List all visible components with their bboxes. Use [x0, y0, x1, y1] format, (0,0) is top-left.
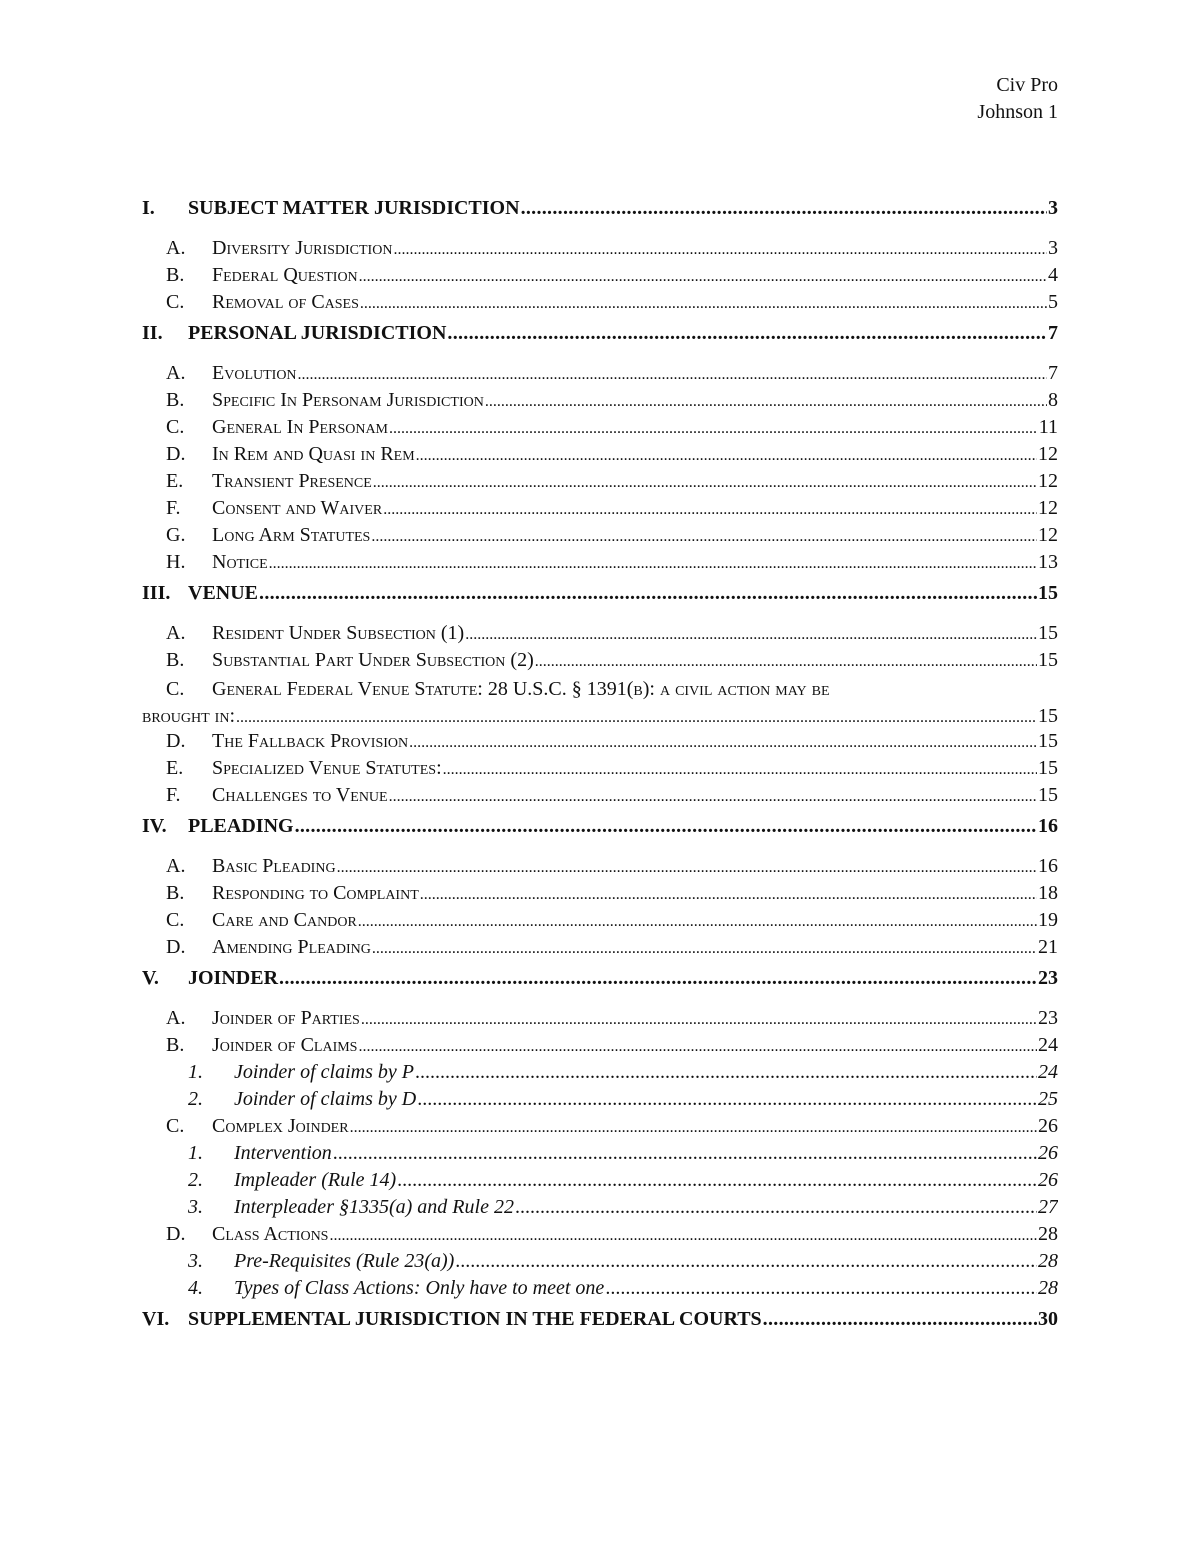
subsection-letter: A.	[166, 855, 186, 877]
subsection-letter: A.	[166, 362, 186, 384]
subsection-letter: C.	[166, 1115, 185, 1137]
subsection-title: The Fallback Provision	[212, 730, 409, 752]
subsection-letter: H.	[166, 551, 186, 573]
page-number: 15	[1038, 582, 1058, 604]
page-number: 16	[1038, 855, 1058, 877]
page-number: 3	[1048, 197, 1058, 219]
subsection-title: Care and Candor	[212, 909, 357, 931]
section-number: VI.	[142, 1308, 170, 1330]
subsection-title: Complex Joinder	[212, 1115, 349, 1137]
item-number: 2.	[188, 1088, 203, 1110]
page-number: 11	[1038, 416, 1058, 438]
subsection-letter: D.	[166, 443, 186, 465]
subsection-title: Long Arm Statutes	[212, 524, 371, 546]
dot-leader	[373, 474, 1037, 492]
item-number: 1.	[188, 1142, 203, 1164]
subsection-title: Specialized Venue Statutes:	[212, 757, 442, 779]
subsection-letter: B.	[166, 882, 185, 904]
toc-item[interactable]	[142, 1250, 1058, 1277]
subsection-title: Class Actions	[212, 1223, 329, 1245]
item-title: Intervention	[234, 1142, 332, 1164]
page-header	[977, 72, 1058, 126]
page-number: 27	[1038, 1196, 1058, 1218]
table-of-contents	[142, 193, 1058, 1341]
dot-leader	[371, 528, 1037, 546]
dot-leader	[389, 788, 1037, 806]
toc-section[interactable]	[142, 197, 1058, 230]
page-number: 16	[1038, 815, 1058, 837]
dot-leader	[521, 197, 1047, 220]
dot-leader	[361, 1011, 1037, 1029]
subsection-title: Federal Question	[212, 264, 358, 286]
toc-section[interactable]	[142, 322, 1058, 355]
header-course: Civ Pro	[996, 74, 1058, 96]
toc-subsection[interactable]	[142, 389, 1058, 416]
page-number: 19	[1038, 909, 1058, 931]
subsection-title: Resident Under Subsection (1)	[212, 622, 465, 644]
dot-leader	[393, 241, 1047, 259]
toc-item[interactable]	[142, 1196, 1058, 1223]
toc-subsection[interactable]	[142, 936, 1058, 963]
page-number: 12	[1038, 470, 1058, 492]
dot-leader	[443, 761, 1037, 779]
page-number: 28	[1038, 1250, 1058, 1272]
dot-leader	[397, 1169, 1037, 1192]
section-title: PLEADING	[188, 815, 294, 837]
toc-section[interactable]	[142, 967, 1058, 1000]
item-number: 3.	[188, 1196, 203, 1218]
dot-leader	[298, 366, 1047, 384]
dot-leader	[269, 555, 1037, 573]
dot-leader	[447, 322, 1047, 345]
page-number: 15	[1038, 757, 1058, 779]
subsection-title: General Federal Venue Statute: 28 U.S.C. § 1391(b): a civil action may be	[212, 678, 830, 700]
dot-leader	[535, 653, 1037, 671]
dot-leader	[605, 1277, 1037, 1300]
dot-leader	[236, 704, 1037, 731]
dot-leader	[333, 1142, 1037, 1165]
item-title: Pre-Requisites (Rule 23(a))	[234, 1250, 455, 1272]
section-title: JOINDER	[188, 967, 279, 989]
dot-leader	[420, 886, 1037, 904]
dot-leader	[485, 393, 1047, 411]
toc-subsection[interactable]	[142, 757, 1058, 784]
toc-subsection[interactable]	[142, 1223, 1058, 1250]
dot-leader	[465, 626, 1037, 644]
dot-leader	[358, 1038, 1037, 1056]
subsection-title: Transient Presence	[212, 470, 372, 492]
dot-leader	[389, 420, 1038, 438]
header-page-label: Johnson 1	[977, 101, 1058, 123]
subsection-title: Challenges to Venue	[212, 784, 388, 806]
toc-section[interactable]	[142, 1308, 1058, 1341]
item-number: 4.	[188, 1277, 203, 1299]
toc-subsection[interactable]	[142, 676, 1058, 730]
page-number: 15	[1038, 622, 1058, 644]
subsection-letter: G.	[166, 524, 186, 546]
toc-subsection[interactable]	[142, 291, 1058, 318]
dot-leader	[359, 268, 1047, 286]
subsection-letter: C.	[166, 909, 185, 931]
toc-item[interactable]	[142, 1169, 1058, 1196]
page-number: 28	[1038, 1277, 1058, 1299]
toc-subsection[interactable]	[142, 1115, 1058, 1142]
dot-leader	[259, 582, 1037, 605]
dot-leader	[329, 1227, 1037, 1245]
section-title: VENUE	[188, 582, 259, 604]
toc-subsection[interactable]	[142, 470, 1058, 497]
page-number: 24	[1038, 1034, 1058, 1056]
subsection-letter: E.	[166, 757, 184, 779]
toc-subsection[interactable]	[142, 362, 1058, 389]
toc-item[interactable]	[142, 1088, 1058, 1115]
page-number: 7	[1048, 362, 1058, 384]
dot-leader	[409, 734, 1037, 752]
page-number: 12	[1038, 497, 1058, 519]
toc-subsection[interactable]	[142, 882, 1058, 909]
subsection-title: Consent and Waiver	[212, 497, 383, 519]
page-number: 5	[1048, 291, 1058, 313]
toc-subsection[interactable]	[142, 237, 1058, 264]
item-number: 1.	[188, 1061, 203, 1083]
toc-subsection[interactable]	[142, 443, 1058, 470]
toc-subsection[interactable]	[142, 416, 1058, 443]
subsection-letter: A.	[166, 622, 186, 644]
item-title: Impleader (Rule 14)	[234, 1169, 397, 1191]
dot-leader	[350, 1119, 1037, 1137]
subsection-letter: D.	[166, 730, 186, 752]
dot-leader	[360, 295, 1047, 313]
toc-subsection[interactable]	[142, 784, 1058, 811]
section-title: SUPPLEMENTAL JURISDICTION IN THE FEDERAL COURTS	[188, 1308, 762, 1330]
subsection-letter: B.	[166, 649, 185, 671]
subsection-title: Notice	[212, 551, 268, 573]
subsection-letter: A.	[166, 237, 186, 259]
subsection-letter: F.	[166, 497, 181, 519]
page-number: 23	[1038, 1007, 1058, 1029]
page-number: 4	[1048, 264, 1058, 286]
toc-subsection[interactable]	[142, 909, 1058, 936]
item-title: Joinder of claims by P	[234, 1061, 414, 1083]
toc-subsection[interactable]	[142, 730, 1058, 757]
page-number: 12	[1038, 524, 1058, 546]
page-number: 15	[1038, 730, 1058, 752]
subsection-title: In Rem and Quasi in Rem	[212, 443, 415, 465]
toc-section[interactable]	[142, 815, 1058, 848]
dot-leader	[415, 1061, 1037, 1084]
page-number: 21	[1038, 936, 1058, 958]
page-number: 3	[1048, 237, 1058, 259]
toc-subsection[interactable]	[142, 497, 1058, 524]
dot-leader	[372, 940, 1037, 958]
item-title: Types of Class Actions: Only have to meet one	[234, 1277, 605, 1299]
subsection-title: Basic Pleading	[212, 855, 336, 877]
subsection-title: Diversity Jurisdiction	[212, 237, 393, 259]
toc-subsection[interactable]	[142, 1034, 1058, 1061]
section-number: IV.	[142, 815, 167, 837]
dot-leader	[416, 447, 1037, 465]
page-number: 12	[1038, 443, 1058, 465]
dot-leader	[455, 1250, 1037, 1273]
dot-leader	[515, 1196, 1037, 1219]
subsection-letter: A.	[166, 1007, 186, 1029]
section-title: PERSONAL JURISDICTION	[188, 322, 447, 344]
item-title: Interpleader §1335(a) and Rule 22	[234, 1196, 514, 1218]
subsection-title: Specific In Personam Jurisdiction	[212, 389, 484, 411]
section-title: SUBJECT MATTER JURISDICTION	[188, 197, 520, 219]
section-number: V.	[142, 967, 159, 989]
section-number: II.	[142, 322, 163, 344]
subsection-letter: C.	[166, 291, 185, 313]
dot-leader	[383, 501, 1037, 519]
subsection-title: Joinder of Claims	[212, 1034, 358, 1056]
item-number: 3.	[188, 1250, 203, 1272]
subsection-title: Amending Pleading	[212, 936, 371, 958]
page-number: 15	[1038, 705, 1058, 727]
toc-item[interactable]	[142, 1142, 1058, 1169]
subsection-letter: B.	[166, 1034, 185, 1056]
page-number: 28	[1038, 1223, 1058, 1245]
toc-item[interactable]	[142, 1061, 1058, 1088]
subsection-letter: E.	[166, 470, 184, 492]
toc-section[interactable]	[142, 582, 1058, 615]
page-number: 15	[1038, 649, 1058, 671]
dot-leader	[295, 815, 1037, 838]
dot-leader	[279, 967, 1037, 990]
subsection-letter: C.	[166, 678, 185, 700]
page-number: 24	[1038, 1061, 1058, 1083]
section-number: III.	[142, 582, 171, 604]
section-number: I.	[142, 197, 155, 219]
toc-subsection[interactable]	[142, 551, 1058, 578]
subsection-title: Removal of Cases	[212, 291, 359, 313]
subsection-letter: D.	[166, 936, 186, 958]
subsection-letter: F.	[166, 784, 181, 806]
page-number: 23	[1038, 967, 1058, 989]
toc-subsection[interactable]	[142, 524, 1058, 551]
page-number: 7	[1048, 322, 1058, 344]
toc-subsection[interactable]	[142, 1007, 1058, 1034]
subsection-title: Evolution	[212, 362, 297, 384]
dot-leader	[417, 1088, 1037, 1111]
item-title: Joinder of claims by D	[234, 1088, 417, 1110]
dot-leader	[337, 859, 1037, 877]
toc-subsection[interactable]	[142, 649, 1058, 676]
page-number: 30	[1038, 1308, 1058, 1330]
page-number: 26	[1038, 1169, 1058, 1191]
page-number: 18	[1038, 882, 1058, 904]
page-number: 13	[1038, 551, 1058, 573]
page-number: 25	[1038, 1088, 1058, 1110]
subsection-title: Substantial Part Under Subsection (2)	[212, 649, 534, 671]
toc-subsection[interactable]	[142, 622, 1058, 649]
toc-subsection[interactable]	[142, 855, 1058, 882]
subsection-title: Responding to Complaint	[212, 882, 419, 904]
page-number: 8	[1048, 389, 1058, 411]
subsection-letter: B.	[166, 389, 185, 411]
toc-item[interactable]	[142, 1277, 1058, 1304]
subsection-letter: B.	[166, 264, 185, 286]
subsection-title: General In Personam	[212, 416, 389, 438]
page-number: 26	[1038, 1115, 1058, 1137]
toc-subsection[interactable]	[142, 264, 1058, 291]
subsection-letter: C.	[166, 416, 185, 438]
dot-leader	[358, 913, 1037, 931]
subsection-title-continued: brought in:	[142, 705, 235, 727]
item-number: 2.	[188, 1169, 203, 1191]
page-number: 15	[1038, 784, 1058, 806]
page-number: 26	[1038, 1142, 1058, 1164]
subsection-title: Joinder of Parties	[212, 1007, 360, 1029]
subsection-letter: D.	[166, 1223, 186, 1245]
dot-leader	[763, 1308, 1037, 1331]
